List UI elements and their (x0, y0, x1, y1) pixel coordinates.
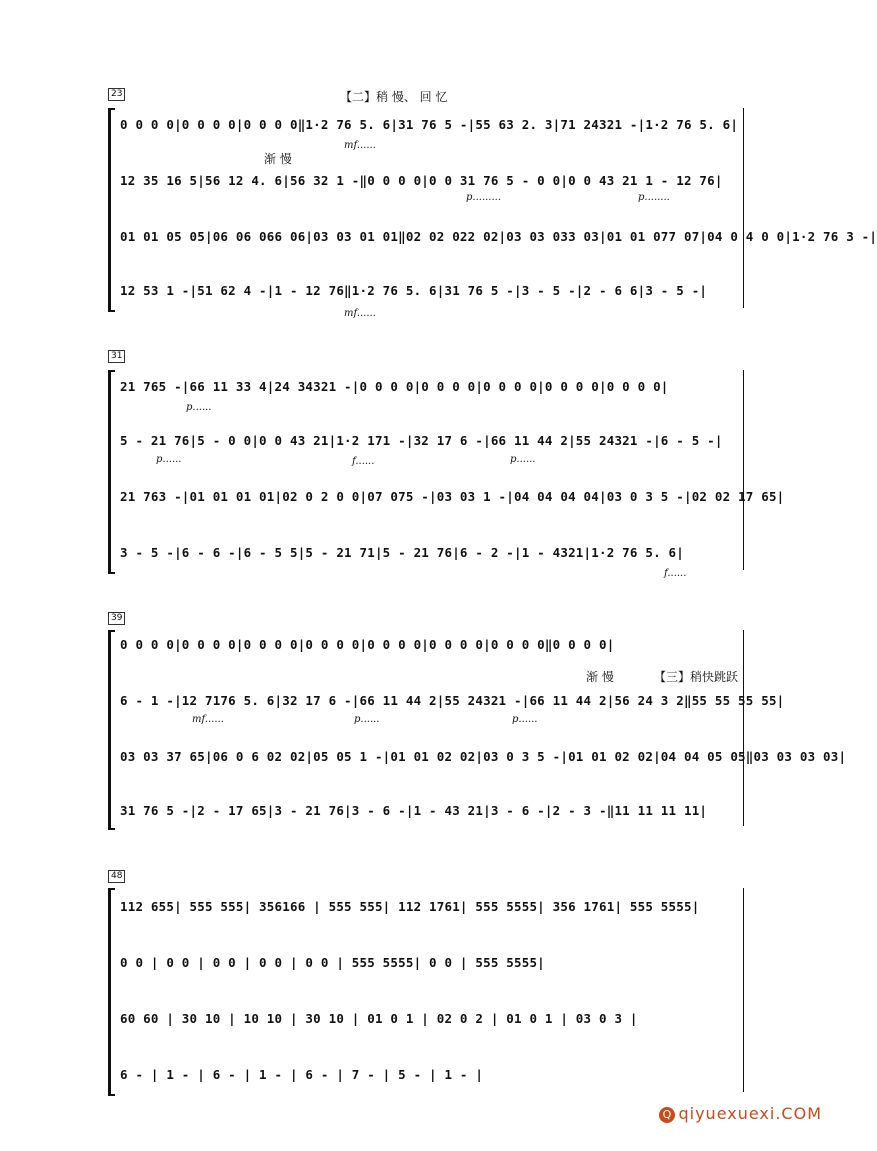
measure-number: 31 (108, 350, 125, 363)
section-mark: 【三】稍快跳跃 (654, 670, 739, 684)
dynamic-mark: p...... (156, 454, 182, 465)
system-bracket (108, 630, 115, 830)
system-bracket (108, 108, 115, 312)
score-system-3 (108, 612, 847, 838)
staff-part-3: 01 01 05 05|06 06 066 06|03 03 01 01‖02 02 022 02|03 03 033 03|01 01 077 07|04 0 4 0 0|1·2 76 3 -| (120, 229, 877, 244)
staff-part-1: 21 765 -|66 11 33 4|24 34321 -|0 0 0 0|0 0 0 0|0 0 0 0|0 0 0 0|0 0 0 0| (120, 379, 669, 394)
staff-part-4: 6 - | 1 - | 6 - | 1 - | 6 - | 7 - | 5 - | 1 - | (120, 1067, 484, 1082)
site-watermark (659, 1104, 822, 1123)
dynamic-mark: p...... (512, 714, 538, 725)
staff-part-2: 5 - 21 76|5 - 0 0|0 0 43 21|1·2 171 -|32 17 6 -|66 11 44 2|55 24321 -|6 - 5 -| (120, 433, 723, 448)
measure-number: 39 (108, 612, 125, 625)
staff-part-2: 6 - 1 -|12 7176 5. 6|32 17 6 -|66 11 44 2|55 24321 -|66 11 44 2|56 24 3 2‖55 55 55 55| (120, 693, 785, 708)
watermark-logo-icon: Q (659, 1107, 675, 1123)
staff-part-1: 112 655| 555 555| 356166 | 555 555| 112 1761| 555 5555| 356 1761| 555 5555| (120, 899, 700, 914)
tempo-mark: 渐 慢 (586, 670, 614, 684)
tempo-mark: 渐 慢 (264, 152, 292, 166)
dynamic-mark: mf...... (192, 714, 224, 725)
system-end-bar (743, 630, 744, 826)
staff-part-1: 0 0 0 0|0 0 0 0|0 0 0 0‖1·2 76 5. 6|31 76 5 -|55 63 2. 3|71 24321 -|1·2 76 5. 6| (120, 117, 739, 132)
dynamic-mark: p...... (186, 402, 212, 413)
score-system-4 (108, 870, 744, 1096)
dynamic-mark: mf...... (344, 140, 376, 151)
score-system-1 (108, 88, 877, 320)
dynamic-mark: p...... (510, 454, 536, 465)
staff-part-2: 12 35 16 5|56 12 4. 6|56 32 1 -‖0 0 0 0|0 0 31 76 5 - 0 0|0 0 43 21 1 - 12 76| (120, 173, 723, 188)
dynamic-mark: mf...... (344, 308, 376, 319)
staff-part-4: 31 76 5 -|2 - 17 65|3 - 21 76|3 - 6 -|1 - 43 21|3 - 6 -|2 - 3 -‖11 11 11 11| (120, 803, 708, 818)
staff-part-3: 21 763 -|01 01 01 01|02 0 2 0 0|07 075 -|03 03 1 -|04 04 04 04|03 0 3 5 -|02 02 17 65| (120, 489, 785, 504)
staff-part-3: 03 03 37 65|06 0 6 02 02|05 05 1 -|01 01 02 02|03 0 3 5 -|01 01 02 02|04 04 05 05‖03 03 03 03| (120, 749, 847, 764)
staff-part-3: 60 60 | 30 10 | 10 10 | 30 10 | 01 0 1 | 02 0 2 | 01 0 1 | 03 0 3 | (120, 1011, 638, 1026)
dynamic-mark: p...... (354, 714, 380, 725)
staff-part-2: 0 0 | 0 0 | 0 0 | 0 0 | 0 0 | 555 5555| 0 0 | 555 5555| (120, 955, 545, 970)
score-system-2 (108, 350, 785, 582)
dynamic-mark: p........ (638, 192, 670, 203)
measure-number: 23 (108, 88, 125, 101)
dynamic-mark: f...... (352, 456, 375, 467)
section-mark: 【二】稍 慢、 回 忆 (340, 90, 448, 104)
system-bracket (108, 370, 115, 574)
dynamic-mark: f...... (664, 568, 687, 579)
system-end-bar (743, 108, 744, 308)
staff-part-4: 12 53 1 -|51 62 4 -|1 - 12 76‖1·2 76 5. 6|31 76 5 -|3 - 5 -|2 - 6 6|3 - 5 -| (120, 283, 708, 298)
watermark-text: qiyuexuexi.COM (678, 1104, 822, 1123)
measure-number: 48 (108, 870, 125, 883)
system-end-bar (743, 370, 744, 570)
staff-part-1: 0 0 0 0|0 0 0 0|0 0 0 0|0 0 0 0|0 0 0 0|0 0 0 0|0 0 0 0‖0 0 0 0| (120, 637, 615, 652)
system-end-bar (743, 888, 744, 1092)
staff-part-4: 3 - 5 -|6 - 6 -|6 - 5 5|5 - 21 71|5 - 21 76|6 - 2 -|1 - 4321|1·2 76 5. 6| (120, 545, 684, 560)
system-bracket (108, 888, 115, 1096)
dynamic-mark: p......... (466, 192, 502, 203)
